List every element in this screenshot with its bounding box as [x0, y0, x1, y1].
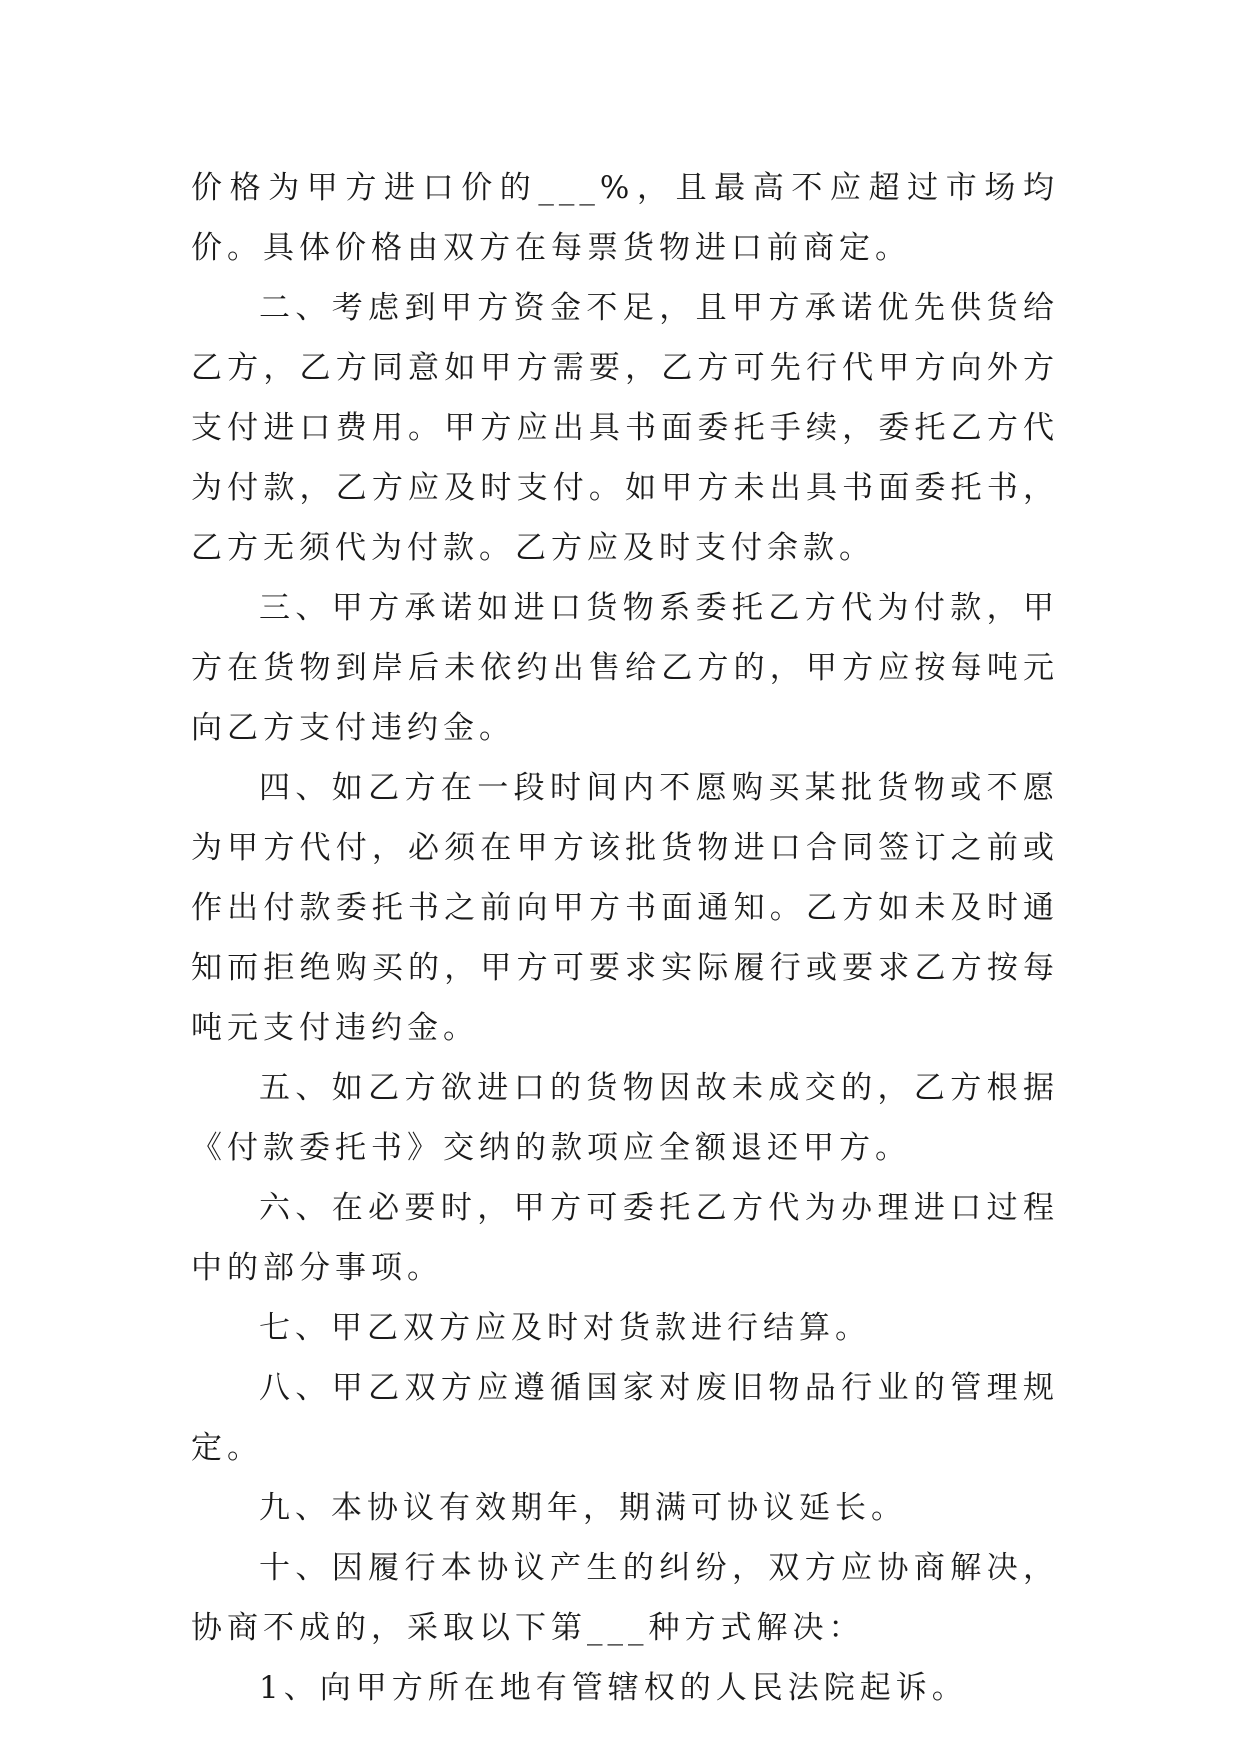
- paragraph-clause-5: 五、如乙方欲进口的货物因故未成交的，乙方根据《付款委托书》交纳的款项应全额退还甲方。: [191, 1070, 1059, 1166]
- paragraph-clause-10: 十、因履行本协议产生的纠纷，双方应协商解决，协商不成的，采取以下第___种方式解决：: [191, 1550, 1059, 1646]
- paragraph-clause-4: 四、如乙方在一段时间内不愿购买某批货物或不愿为甲方代付，必须在甲方该批货物进口合同签订之前或作出付款委托书之前向甲方书面通知。乙方如未及时通知而拒绝购买的，甲方可要求实际履行或要求乙方按每吨元支付违约金。: [191, 770, 1059, 1046]
- paragraph-option-1: 1、向甲方所在地有管辖权的人民法院起诉。: [259, 1670, 968, 1706]
- paragraph-price-continuation: 价格为甲方进口价的___%，且最高不应超过市场均价。具体价格由双方在每票货物进口前商定。: [191, 170, 1059, 266]
- paragraph-clause-9: 九、本协议有效期年，期满可协议延长。: [259, 1490, 907, 1526]
- paragraph-clause-6: 六、在必要时，甲方可委托乙方代为办理进口过程中的部分事项。: [191, 1190, 1059, 1286]
- paragraph-clause-7: 七、甲乙双方应及时对货款进行结算。: [259, 1310, 871, 1346]
- paragraph-clause-8: 八、甲乙双方应遵循国家对废旧物品行业的管理规定。: [191, 1370, 1059, 1466]
- document-body: [191, 158, 1059, 1718]
- paragraph-clause-3: 三、甲方承诺如进口货物系委托乙方代为付款，甲方在货物到岸后未依约出售给乙方的，甲方应按每吨元向乙方支付违约金。: [191, 590, 1059, 746]
- paragraph-clause-2: 二、考虑到甲方资金不足，且甲方承诺优先供货给乙方，乙方同意如甲方需要，乙方可先行代甲方向外方支付进口费用。甲方应出具书面委托手续，委托乙方代为付款，乙方应及时支付。如甲方未出具书面委托书，乙方无须代为付款。乙方应及时支付余款。: [191, 290, 1059, 566]
